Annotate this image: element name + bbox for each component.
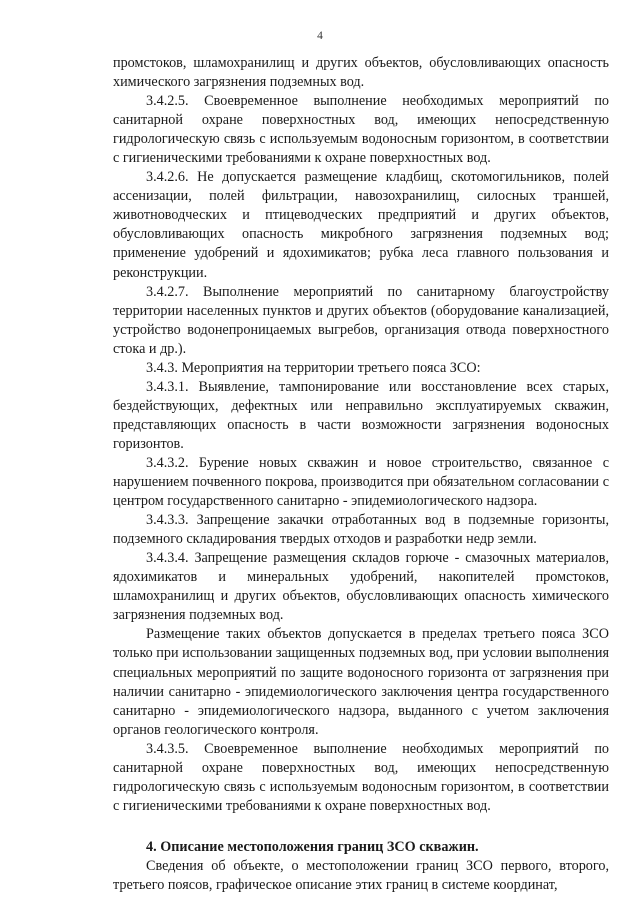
section-paragraph: Сведения об объекте, о местоположении границ ЗСО первого, второго, третьего поясов, графическое описание этих границ в системе координат, <box>113 857 609 893</box>
paragraph-3-4-2-6: 3.4.2.6. Не допускается размещение кладбищ, скотомогильников, полей ассенизации, полей фильтрации, навозохранилищ, силосных траншей, животноводческих и птицеводческих предприятий и других объектов, обусловливающих опасность микробного загрязнения подземных вод; применение удобрений и ядохимикатов; рубка леса главного пользования и реконструкции. <box>113 169 609 281</box>
paragraph-3-4-3-5: 3.4.3.5. Своевременное выполнение необходимых мероприятий по санитарной охране поверхностных вод, имеющих непосредственную гидрологическую связь с используемым водоносным горизонтом, в соответствии с гигиеническими требованиями к охране поверхностных вод. <box>113 740 609 814</box>
paragraph-placement-note: Размещение таких объектов допускается в пределах третьего пояса ЗСО только при использовании защищенных подземных вод, при условии выполнения специальных мероприятий по защите водоносного горизонта от загрязнения при наличии санитарно - эпидемиологического заключения центра государственного санитарно - эпидемиологического надзора, выданного с учетом заключения органов геологического контроля. <box>113 626 609 738</box>
paragraph-3-4-2-5: 3.4.2.5. Своевременное выполнение необходимых мероприятий по санитарной охране поверхностных вод, имеющих непосредственную гидрологическую связь с используемым водоносным горизонтом, в соответствии с гигиеническими требованиями к охране поверхностных вод. <box>113 93 609 167</box>
document-body <box>113 54 609 895</box>
paragraph-3-4-3-2: 3.4.3.2. Бурение новых скважин и новое строительство, связанное с нарушением почвенного покрова, производится при обязательном согласовании с центром государственного санитарно - эпидемиологического надзора. <box>113 454 609 510</box>
paragraph-3-4-3-1: 3.4.3.1. Выявление, тампонирование или восстановление всех старых, бездействующих, дефектных или неправильно эксплуатируемых скважин, представляющих опасность в части возможности загрязнения водоносных горизонтов. <box>113 378 609 452</box>
paragraph-3-4-3-4: 3.4.3.4. Запрещение размещения складов горюче - смазочных материалов, ядохимикатов и минеральных удобрений, накопителей промстоков, шламохранилищ и других объектов, обусловливающих опасность химического загрязнения подземных вод. <box>113 550 609 624</box>
paragraph-3-4-3: 3.4.3. Мероприятия на территории третьего пояса ЗСО: <box>146 359 481 376</box>
page-number: 4 <box>317 30 323 42</box>
section-heading: 4. Описание местоположения границ ЗСО скважин. <box>146 838 479 855</box>
paragraph-3-4-3-3: 3.4.3.3. Запрещение закачки отработанных вод в подземные горизонты, подземного складирования твердых отходов и разработки недр земли. <box>113 512 609 548</box>
paragraph-3-4-2-7: 3.4.2.7. Выполнение мероприятий по санитарному благоустройству территории населенных пунктов и других объектов (оборудование канализацией, устройство водонепроницаемых выгребов, организация отвода поверхностного стока и др.). <box>113 283 609 357</box>
paragraph-continuation: промстоков, шламохранилищ и других объектов, обусловливающих опасность химического загрязнения подземных вод. <box>113 55 609 91</box>
